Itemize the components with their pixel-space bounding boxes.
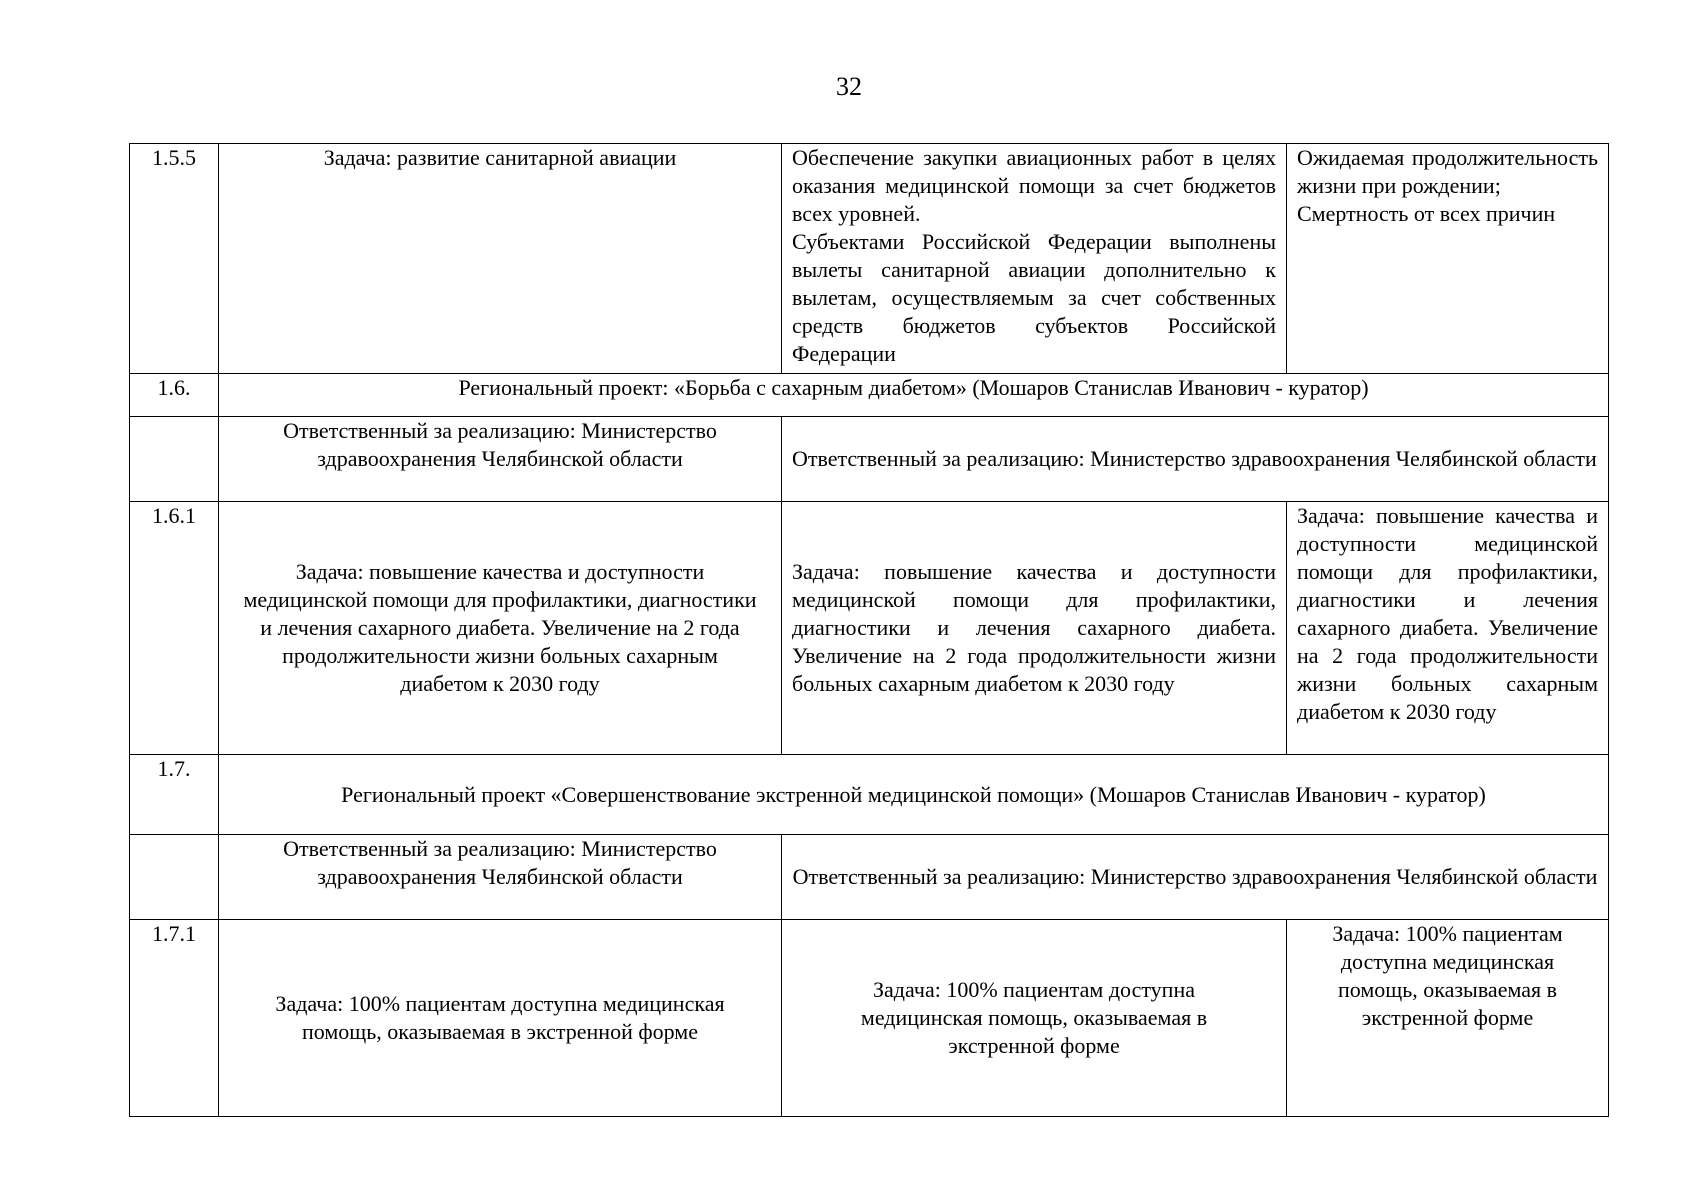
row-number: 1.7.1 [130,920,219,1117]
table-row [130,755,1609,835]
table-row [130,144,1609,374]
responsible-cell: Ответственный за реализацию: Министерство здравоохранения Челябинской области [782,835,1609,920]
task-cell: Задача: повышение качества и доступности медицинской помощи для профилактики, диагностики и лечения сахарного диабета. Увеличение на 2 года продолжительности жизни больных сахарным диабетом к 2030 году [219,502,782,755]
row-number: 1.6. [130,374,219,417]
page-number: 32 [836,72,862,101]
responsible-cell: Ответственный за реализацию: Министерство здравоохранения Челябинской области [219,835,782,920]
indicator-text: Смертность от всех причин [1297,201,1556,226]
row-number-empty [130,835,219,920]
responsible-cell: Ответственный за реализацию: Министерство здравоохранения Челябинской области [782,417,1609,502]
task-cell: Задача: 100% пациентам доступна медицинская помощь, оказываемая в экстренной форме [219,920,782,1117]
result-cell: Задача: 100% пациентам доступна медицинская помощь, оказываемая в экстренной форме [782,920,1287,1117]
project-title: Региональный проект: «Борьба с сахарным диабетом» (Мошаров Станислав Иванович - куратор) [219,374,1609,417]
result-cell [782,144,1287,374]
indicator-text: Ожидаемая продолжительность жизни при рождении; [1297,145,1598,198]
row-number: 1.6.1 [130,502,219,755]
responsible-cell: Ответственный за реализацию: Министерство здравоохранения Челябинской области [219,417,782,502]
row-number: 1.5.5 [130,144,219,374]
project-title: Региональный проект «Совершенствование экстренной медицинской помощи» (Мошаров Станислав Иванович - куратор) [219,755,1609,835]
result-text: Субъектами Российской Федерации выполнены вылеты санитарной авиации дополнительно к вылетам, осуществляемым за счет собственных средств бюджетов субъектов Российской Федерации [792,229,1276,366]
table-row [130,835,1609,920]
document-table [129,143,1609,1117]
table-row [130,502,1609,755]
table-row [130,417,1609,502]
indicator-cell: Задача: повышение качества и доступности медицинской помощи для профилактики, диагностики и лечения сахарного диабета. Увеличение на 2 года продолжительности жизни больных сахарным диабетом к 2030 году [1287,502,1609,755]
row-number: 1.7. [130,755,219,835]
indicator-cell [1287,144,1609,374]
task-cell: Задача: развитие санитарной авиации [219,144,782,374]
row-number-empty [130,417,219,502]
indicator-cell: Задача: 100% пациентам доступна медицинская помощь, оказываемая в экстренной форме [1287,920,1609,1117]
result-text: Обеспечение закупки авиационных работ в целях оказания медицинской помощи за счет бюджетов всех уровней. [792,145,1276,226]
table-row [130,920,1609,1117]
result-cell: Задача: повышение качества и доступности медицинской помощи для профилактики, диагностики и лечения сахарного диабета. Увеличение на 2 года продолжительности жизни больных сахарным диабетом к 2030 году [782,502,1287,755]
table-row [130,374,1609,417]
